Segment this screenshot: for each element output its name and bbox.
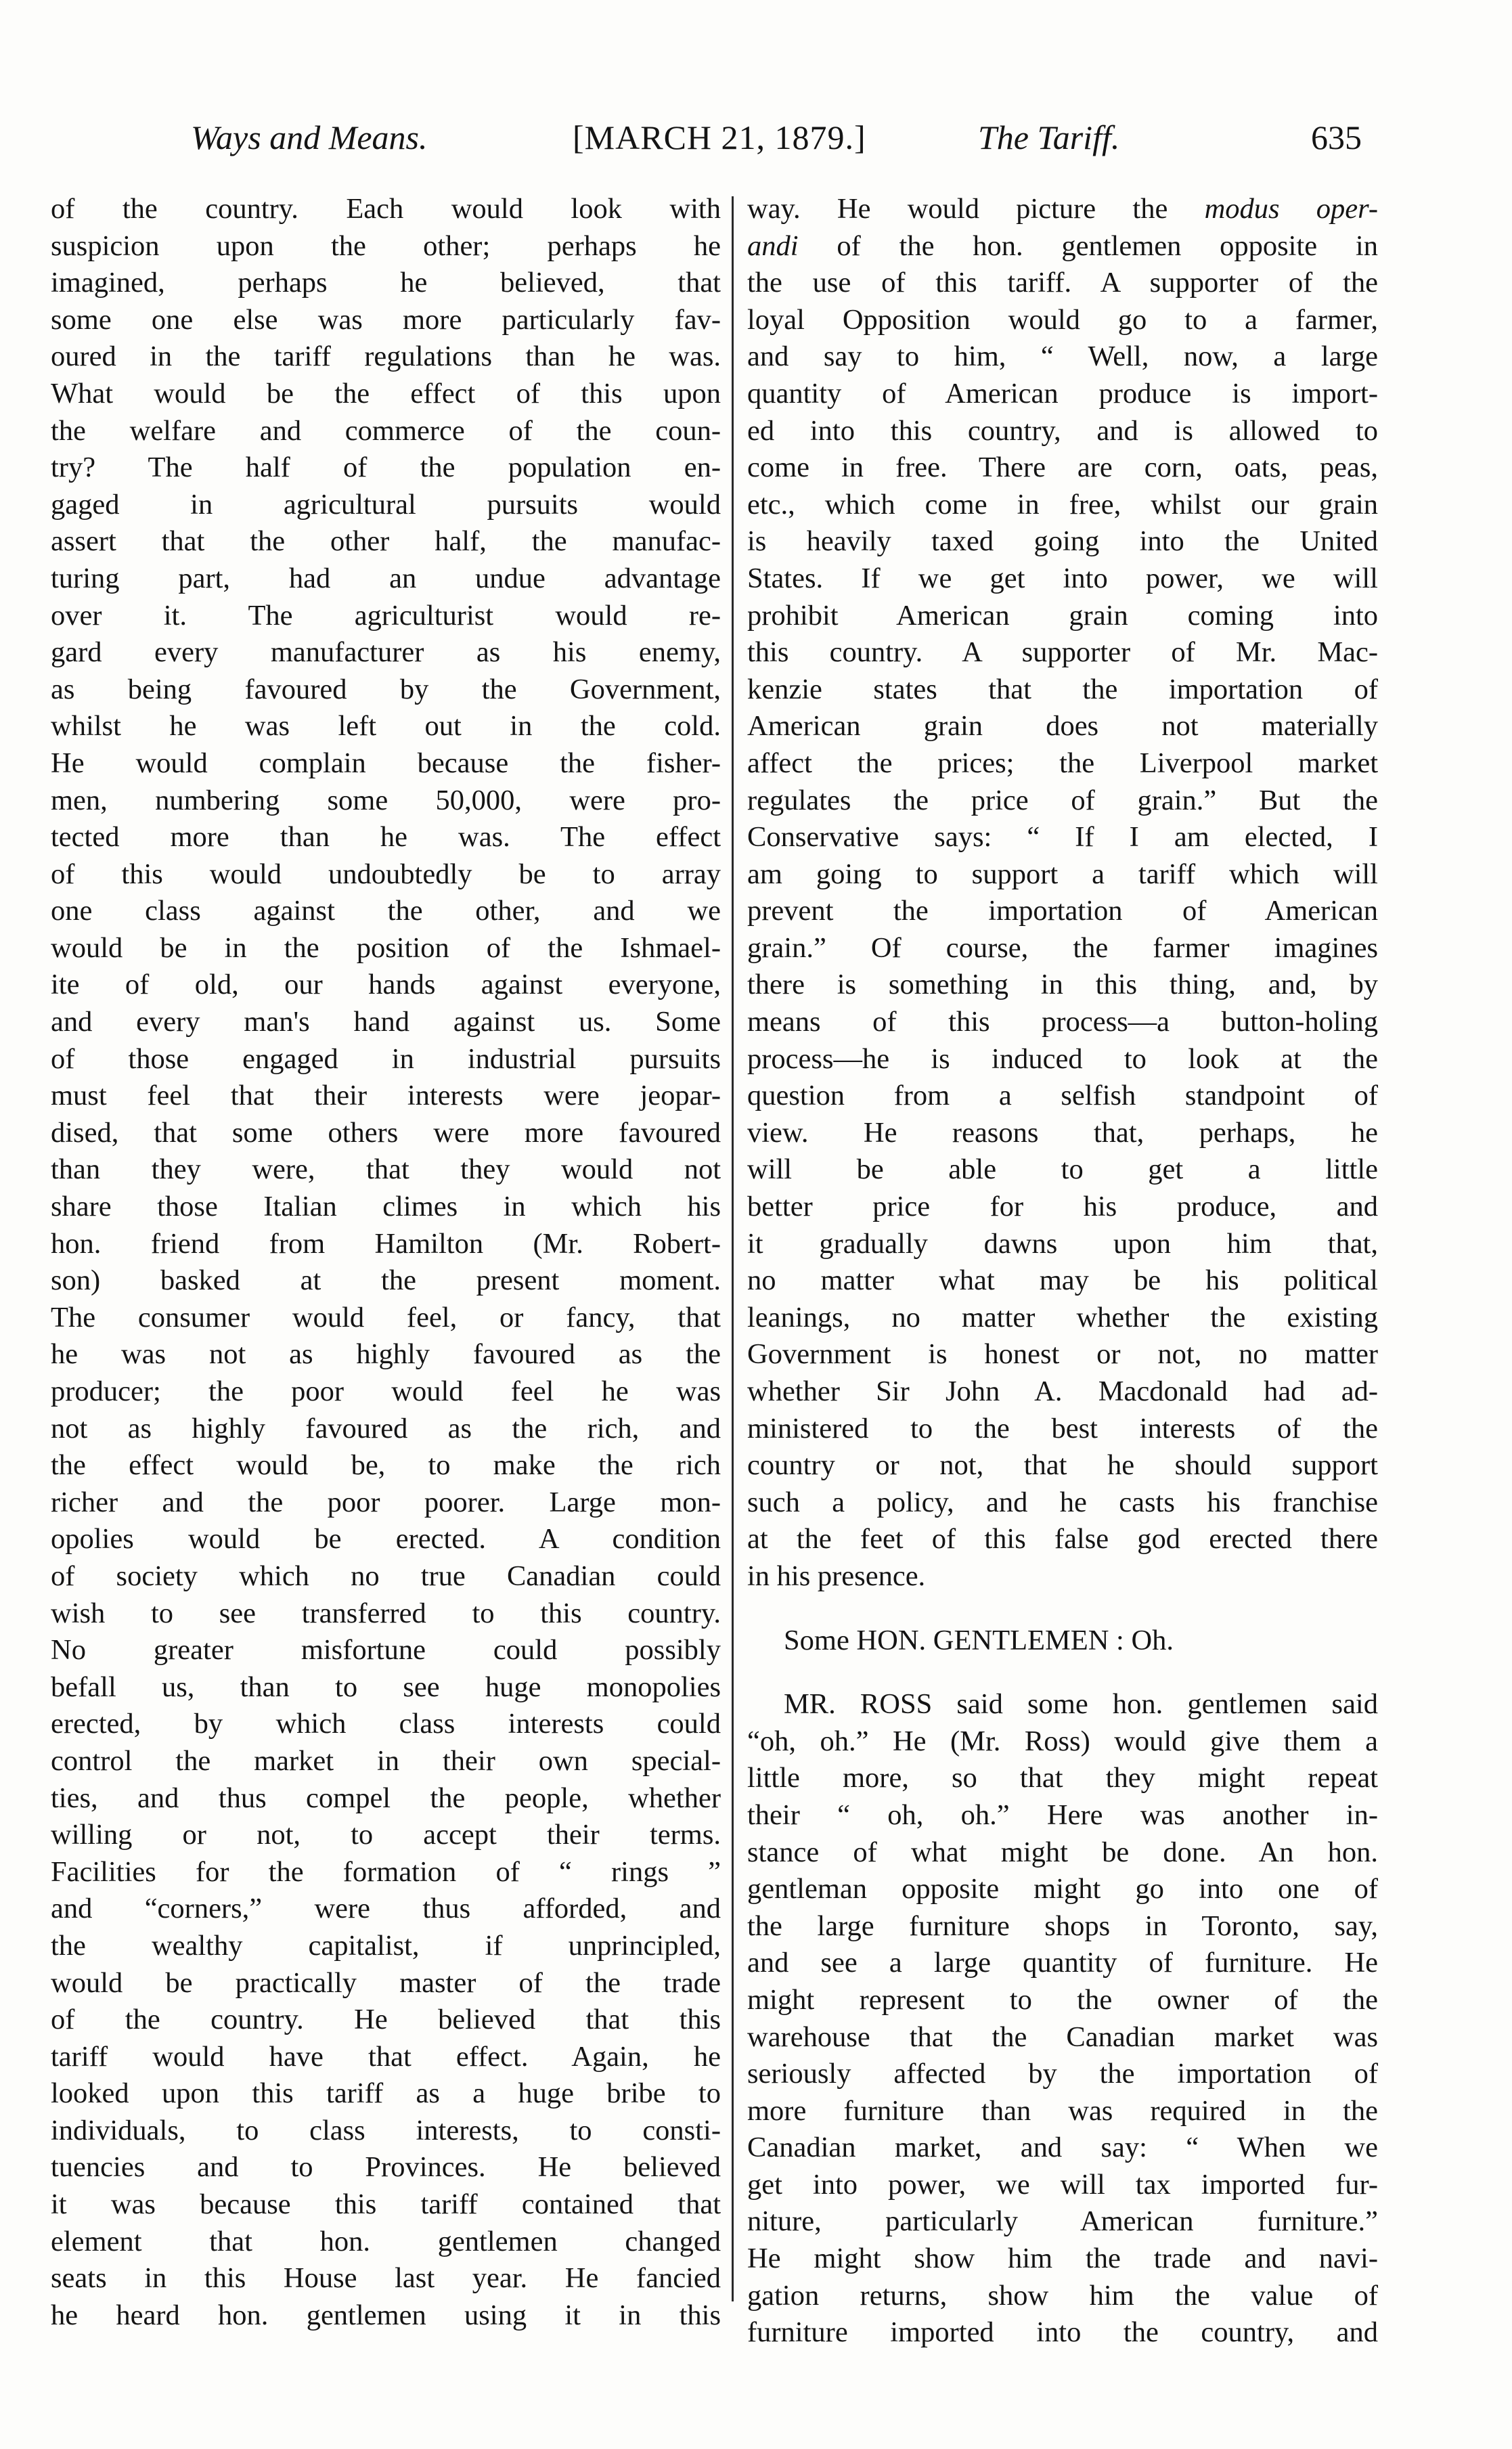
text-line: this country. A supporter of Mr. Mac- (747, 636, 1378, 669)
page-number: 635 (1311, 118, 1362, 156)
text-line: whilst he was left out in the cold. (51, 710, 721, 743)
text-line: would be in the position of the Ishmael- (51, 931, 721, 964)
text-line: try? The half of the population en- (51, 451, 721, 484)
text-line: such a policy, and he casts his franchise (747, 1486, 1378, 1518)
text-line: the large furniture shops in Toronto, say, (747, 1910, 1378, 1942)
text-line (747, 191, 1378, 228)
text-line: What would be the effect of this upon (51, 377, 721, 410)
text-line: of society which no true Canadian could (51, 1560, 721, 1592)
text-line: befall us, than to see huge monopolies (51, 1671, 721, 1703)
header-section-title: Ways and Means. (191, 118, 428, 156)
text-line: and see a large quantity of furniture. He (747, 1947, 1378, 1979)
text-line: over it. The agriculturist would re- (51, 599, 721, 632)
text-line: leanings, no matter whether the existing (747, 1301, 1378, 1333)
text-line: Facilities for the formation of “ rings ” (51, 1855, 721, 1888)
text-line: tuencies and to Provinces. He believed (51, 2151, 721, 2184)
text-line: question from a selfish standpoint of (747, 1080, 1378, 1112)
text-line: No greater misfortune could possibly (51, 1634, 721, 1667)
text-line: ministered to the best interests of the (747, 1412, 1378, 1444)
text-line: share those Italian climes in which his (51, 1191, 721, 1223)
text-line: quantity of American produce is import- (747, 377, 1378, 410)
text-line: he heard hon. gentlemen using it in this (51, 2299, 721, 2331)
text-line: at the feet of this false god erected there (747, 1523, 1378, 1556)
text-line: gation returns, show him the value of (747, 2279, 1378, 2312)
text-line: men, numbering some 50,000, were pro- (51, 784, 721, 816)
text-line: etc., which come in free, whilst our grain (747, 488, 1378, 521)
text-line: come in free. There are corn, oats, peas, (747, 451, 1378, 484)
text-line: Canadian market, and say: “ When we (747, 2132, 1378, 2164)
text-line: it was because this tariff contained that (51, 2188, 721, 2221)
text-line: it gradually dawns upon him that, (747, 1227, 1378, 1260)
text-line: States. If we get into power, we will (747, 562, 1378, 594)
text-line: one class against the other, and we (51, 895, 721, 927)
text-line: oured in the tariff regulations than he was. (51, 340, 721, 373)
text-line: of the country. Each would look with (51, 193, 721, 225)
text-line: turing part, had an undue advantage (51, 562, 721, 594)
text-line: means of this process—a button-holing (747, 1006, 1378, 1038)
text-line: element that hon. gentlemen changed (51, 2225, 721, 2257)
text-line: hon. friend from Hamilton (Mr. Robert- (51, 1227, 721, 1260)
speech-paragraph (747, 265, 1378, 1558)
text-line: richer and the poor poorer. Large mon- (51, 1486, 721, 1518)
text-line: their “ oh, oh.” Here was another in- (747, 1799, 1378, 1831)
speech-paragraph (747, 1723, 1378, 2352)
text-line: little more, so that they might repeat (747, 1762, 1378, 1794)
text-line: will be able to get a little (747, 1153, 1378, 1186)
column-rule (732, 196, 734, 2301)
text-line: of the country. He believed that this (51, 2004, 721, 2036)
text-line: assert that the other half, the manufac- (51, 525, 721, 558)
text-fragment: of the hon. gentlemen opposite in (798, 229, 1378, 262)
text-line: of this would undoubtedly be to array (51, 858, 721, 890)
text-line: seats in this House last year. He fancied (51, 2262, 721, 2295)
text-line: tariff would have that effect. Again, he (51, 2040, 721, 2073)
text-line: loyal Opposition would go to a farmer, (747, 303, 1378, 336)
text-line: Conservative says: “ If I am elected, I (747, 821, 1378, 854)
text-line: whether Sir John A. Macdonald had ad- (747, 1375, 1378, 1407)
text-line: seriously affected by the importation of (747, 2058, 1378, 2090)
header-topic: The Tariff. (978, 118, 1120, 156)
text-line: must feel that their interests were jeopar- (51, 1080, 721, 1112)
text-line: of those engaged in industrial pursuits (51, 1042, 721, 1075)
text-line: there is something in this thing, and, by (747, 969, 1378, 1001)
text-line: view. He reasons that, perhaps, he (747, 1116, 1378, 1149)
text-line: stance of what might be done. An hon. (747, 1836, 1378, 1868)
text-line: regulates the price of grain.” But the (747, 784, 1378, 816)
text-line: willing or not, to accept their terms. (51, 1819, 721, 1851)
text-line: grain.” Of course, the farmer imagines (747, 931, 1378, 964)
italic-phrase: andi (747, 229, 799, 262)
paragraph-gap (747, 1659, 1378, 1686)
text-line: he was not as highly favoured as the (51, 1338, 721, 1371)
text-line: and say to him, “ Well, now, a large (747, 340, 1378, 373)
text-line: as being favoured by the Government, (51, 673, 721, 705)
text-line: American grain does not materially (747, 710, 1378, 743)
text-line: am going to support a tariff which will (747, 858, 1378, 890)
text-line: Government is honest or not, no matter (747, 1338, 1378, 1371)
interjection: Some HON. GENTLEMEN : Oh. (784, 1624, 1174, 1656)
text-line: imagined, perhaps he believed, that (51, 267, 721, 299)
text-line: erected, by which class interests could (51, 1708, 721, 1740)
text-line: gentleman opposite might go into one of (747, 1873, 1378, 1905)
text-line: The consumer would feel, or fancy, that (51, 1301, 721, 1333)
paragraph-gap (747, 1595, 1378, 1623)
text-line: and every man's hand against us. Some (51, 1006, 721, 1038)
text-line: suspicion upon the other; perhaps he (51, 229, 721, 262)
text-line: would be practically master of the trade (51, 1966, 721, 1999)
text-line: dised, that some others were more favoured (51, 1116, 721, 1149)
text-line: opolies would be erected. A condition (51, 1523, 721, 1556)
text-line: ties, and thus compel the people, whether (51, 1782, 721, 1814)
text-line: niture, particularly American furniture.” (747, 2205, 1378, 2238)
text-line: better price for his produce, and (747, 1191, 1378, 1223)
text-line: gard every manufacturer as his enemy, (51, 636, 721, 669)
text-line: the wealthy capitalist, if unprincipled, (51, 1929, 721, 1962)
text-line: prevent the importation of American (747, 895, 1378, 927)
right-column (747, 191, 1378, 2352)
speaker-line: MR. ROSS said some hon. gentlemen said (784, 1688, 1378, 1721)
text-line: and “corners,” were thus afforded, and (51, 1893, 721, 1925)
text-line: control the market in their own special- (51, 1744, 721, 1777)
text-line: kenzie states that the importation of (747, 673, 1378, 705)
text-line: warehouse that the Canadian market was (747, 2021, 1378, 2053)
paragraph-last-line: in his presence. (747, 1560, 926, 1592)
text-line (747, 228, 1378, 265)
text-line: gaged in agricultural pursuits would (51, 488, 721, 521)
text-line: tected more than he was. The effect (51, 821, 721, 854)
text-line: affect the prices; the Liverpool market (747, 747, 1378, 779)
running-header (0, 114, 1512, 168)
text-line: country or not, that he should support (747, 1449, 1378, 1482)
text-line: ite of old, our hands against everyone, (51, 969, 721, 1001)
text-line: looked upon this tariff as a huge bribe to (51, 2077, 721, 2110)
italic-phrase: modus oper- (1204, 193, 1378, 225)
text-line: ed into this country, and is allowed to (747, 414, 1378, 447)
text-line: son) basked at the present moment. (51, 1264, 721, 1297)
text-line: process—he is induced to look at the (747, 1042, 1378, 1075)
text-line: the welfare and commerce of the coun- (51, 414, 721, 447)
text-line: the use of this tariff. A supporter of the (747, 267, 1378, 299)
text-line: prohibit American grain coming into (747, 599, 1378, 632)
text-line: He would complain because the fisher- (51, 747, 721, 779)
text-line: furniture imported into the country, and (747, 2316, 1378, 2349)
text-line: “oh, oh.” He (Mr. Ross) would give them a (747, 1725, 1378, 1757)
text-line: get into power, we will tax imported fur- (747, 2168, 1378, 2201)
text-line: not as highly favoured as the rich, and (51, 1412, 721, 1444)
text-line: He might show him the trade and navi- (747, 2243, 1378, 2275)
text-line: might represent to the owner of the (747, 1983, 1378, 2016)
left-column (51, 191, 721, 2334)
text-line: producer; the poor would feel he was (51, 1375, 721, 1407)
text-line: more furniture than was required in the (747, 2094, 1378, 2127)
text-line: the effect would be, to make the rich (51, 1449, 721, 1482)
header-date: [MARCH 21, 1879.] (573, 118, 866, 156)
text-fragment: way. He would picture the (747, 193, 1205, 225)
text-line: individuals, to class interests, to consti- (51, 2114, 721, 2146)
text-line: wish to see transferred to this country. (51, 1597, 721, 1629)
text-line: is heavily taxed going into the United (747, 525, 1378, 558)
text-line: than they were, that they would not (51, 1153, 721, 1186)
text-line: no matter what may be his political (747, 1264, 1378, 1297)
text-line: some one else was more particularly fav- (51, 303, 721, 336)
